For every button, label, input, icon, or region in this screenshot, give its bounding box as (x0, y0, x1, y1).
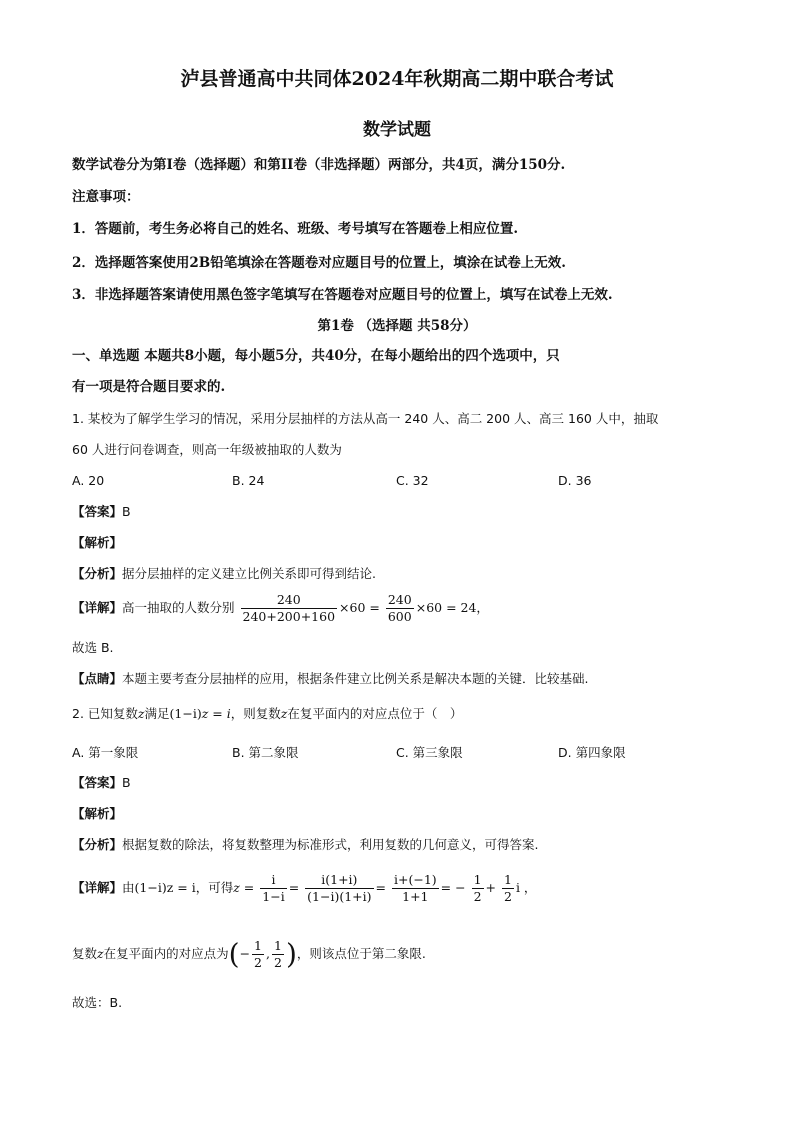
exam-subtitle: 数学试题 (363, 120, 431, 140)
q1-fraction-2: $\frac{240}{600}$ (387, 592, 412, 624)
q2-conclusion: 故选：B. (72, 995, 123, 1010)
q1-comment (72, 670, 589, 688)
q2-analysis-label: 【解析】 (72, 806, 123, 821)
section-heading-line1: 一、单选题 本题共8小题，每小题5分，共40分，在每小题给出的四个选项中，只 (72, 348, 560, 364)
q1-option-d: D. 36 (558, 473, 592, 488)
q2-point-x: $\frac{1}{2}$ (254, 938, 262, 970)
fenxi-label: 【分析】 (72, 566, 123, 581)
answer-value: B (122, 504, 131, 519)
q1-fenxi (72, 565, 376, 583)
q1-analysis-label: 【解析】 (72, 535, 123, 550)
q1-option-b: B. 24 (232, 473, 265, 488)
q1-stem-line2: 60 人进行问卷调查，则高一年级被抽取的人数为 (72, 442, 342, 457)
exam-title: 泸县普通高中共同体2024年秋期高二期中联合考试 (180, 68, 614, 90)
q1-fraction-1: $\frac{240}{240+200+160}$ (242, 592, 336, 624)
q1-conclusion: 故选 B. (72, 640, 114, 655)
answer-label: 【答案】 (72, 504, 123, 519)
q2-option-c: C. 第三象限 (396, 745, 463, 760)
q2-fraction-4: $\frac{1}{2}$ (473, 872, 482, 904)
answer-label: 【答案】 (72, 775, 123, 790)
q1-option-a: A. 20 (72, 473, 105, 488)
q1-answer (72, 503, 131, 521)
detail-label: 【详解】 (72, 600, 123, 615)
notice-3: 3．非选择题答案请使用黑色签字笔填写在答题卷对应题目号的位置上，填写在试卷上无效. (72, 287, 613, 303)
intro-text: 数学试卷分为第I卷（选择题）和第II卷（非选择题）两部分，共4页，满分150分. (72, 157, 566, 173)
comment-text: 本题主要考查分层抽样的应用，根据条件建立比例关系是解决本题的关键．比较基础. (122, 671, 589, 686)
notice-2: 2．选择题答案使用2B铅笔填涂在答题卷对应题目号的位置上，填涂在试卷上无效. (72, 255, 566, 271)
part-title: 第1卷 （选择题 共58分） (317, 318, 477, 334)
q2-point: 复数z在复平面内的对应点为(− $\frac{1}{2}$ , $\frac{1}{2}$ )，则该点位于第二象限. (72, 937, 426, 971)
section-heading-line2: 有一项是符合题目要求的. (72, 379, 226, 395)
q2-point-y: $\frac{1}{2}$ (273, 938, 282, 970)
comment-label: 【点睛】 (72, 671, 123, 686)
answer-value: B (122, 775, 131, 790)
var-z: z (137, 706, 145, 721)
q2-detail: 【详解】由(1−i)z = i，可得z = $\frac{i}{1-i}$ = $\frac{i(1+i)}{(1-i)(1+i)}$ = $\frac{i+(-1)}{1+1}$ = − $\frac{1}{2}$ + $\frac{1}{2}$ i ， (72, 872, 537, 904)
q2-option-d: D. 第四象限 (558, 745, 626, 760)
q2-fraction-3: $\frac{i+(-1)}{1+1}$ (394, 872, 437, 904)
notice-label: 注意事项： (72, 189, 140, 205)
q1-option-c: C. 32 (396, 473, 429, 488)
q2-fraction-2: $\frac{i(1+i)}{(1-i)(1+i)}$ (307, 872, 372, 904)
detail-prefix: 高一抽取的人数分别 (122, 600, 235, 615)
q2-fenxi (72, 836, 539, 854)
q2-fraction-1: $\frac{i}{1-i}$ (262, 872, 285, 904)
q1-stem-line1: 1. 某校为了解学生学习的情况，采用分层抽样的方法从高一 240 人、高二 200 人、高三 160 人中，抽取 (72, 411, 659, 426)
fenxi-label: 【分析】 (72, 837, 123, 852)
q2-option-a: A. 第一象限 (72, 745, 139, 760)
fenxi-text: 根据复数的除法，将复数整理为标准形式，利用复数的几何意义，可得答案. (122, 837, 539, 852)
detail-label: 【详解】 (72, 880, 123, 895)
q2-stem: 2. 已知复数z满足(1−i)z = i，则复数z在复平面内的对应点位于（ ） (72, 706, 463, 721)
fenxi-text: 据分层抽样的定义建立比例关系即可得到结论. (122, 566, 376, 581)
q2-fraction-5: $\frac{1}{2}$ (503, 872, 512, 904)
notice-1: 1．答题前，考生务必将自己的姓名、班级、考号填写在答题卷上相应位置. (72, 221, 519, 237)
q2-answer (72, 774, 131, 792)
q2-option-b: B. 第二象限 (232, 745, 299, 760)
q1-detail: 【详解】高一抽取的人数分别 $\frac{240}{240+200+160}$ ×60 = $\frac{240}{600}$ ×60 = 24， (72, 592, 489, 624)
